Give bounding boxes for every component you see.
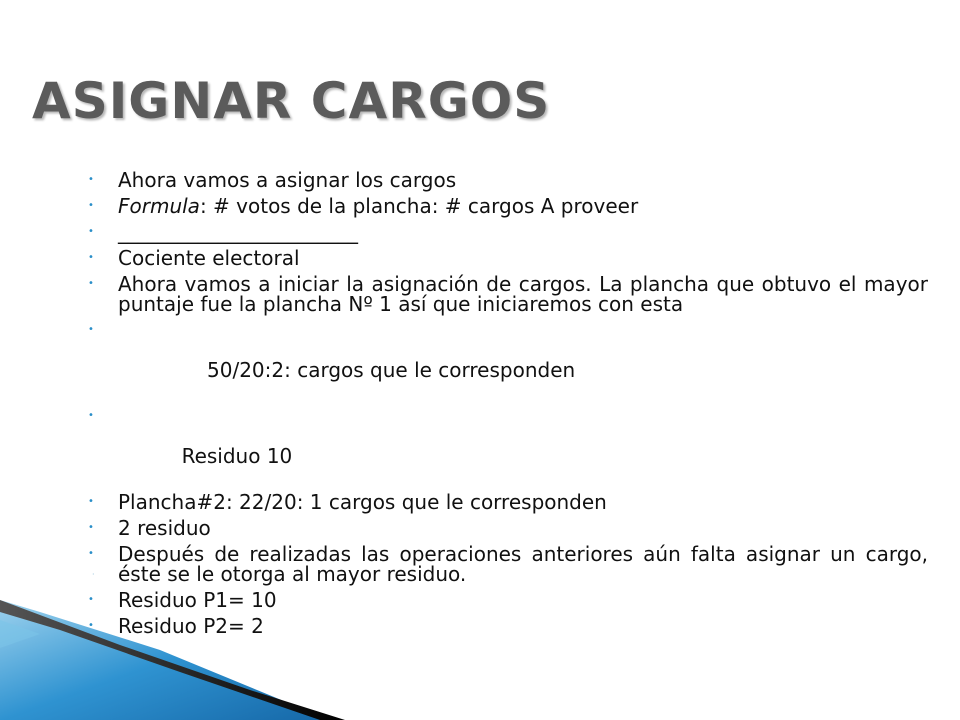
bullet-text: Residuo P2= 2: [118, 614, 264, 638]
bullet-item: [88, 274, 928, 314]
empty-bullet-mark: ·: [92, 570, 95, 579]
bullet-icon: •: [88, 174, 94, 185]
bullet-icon: •: [88, 226, 94, 237]
bullet-text: : # votos de la plancha: # cargos A proveer: [199, 194, 639, 218]
bullet-text: Ahora vamos a asignar los cargos: [118, 168, 457, 192]
bullet-text: Después de realizadas las operaciones anteriores aún falta asignar un cargo, éste se le otorga al mayor residuo.: [118, 542, 928, 586]
bullet-icon: •: [88, 522, 94, 533]
bullet-item: [88, 248, 928, 268]
bullet-item: [88, 222, 928, 242]
bullet-icon: •: [88, 410, 94, 421]
bullet-text: Residuo 10: [156, 444, 293, 468]
bullet-item: [88, 492, 928, 512]
bullet-item: [88, 616, 928, 636]
bullet-icon: •: [88, 278, 94, 289]
bullet-icon: •: [88, 252, 94, 263]
bullet-item: [88, 518, 928, 538]
bullet-text: Residuo P1= 10: [118, 588, 277, 612]
bullet-item: [88, 590, 928, 610]
formula-label: Formula: [118, 194, 200, 218]
slide-title: ASIGNAR CARGOS: [32, 72, 551, 130]
bullet-list: [88, 170, 928, 642]
bullet-icon: •: [88, 324, 94, 335]
bullet-item: [88, 406, 928, 486]
bullet-text: Plancha#2: 22/20: 1 cargos que le corresponden: [118, 490, 607, 514]
bullet-item: [88, 170, 928, 190]
bullet-icon: •: [88, 496, 94, 507]
bullet-text: Cociente electoral: [118, 246, 300, 270]
bullet-text: 2 residuo: [118, 516, 211, 540]
bullet-item: [88, 196, 928, 216]
bullet-text: Ahora vamos a iniciar la asignación de cargos. La plancha que obtuvo el mayor puntaje fue la plancha Nº 1 así que iniciaremos con esta: [118, 272, 928, 316]
bullet-icon: •: [88, 548, 94, 559]
bullet-item: [88, 544, 928, 584]
bullet-icon: •: [88, 620, 94, 631]
divider-line: ________________________: [118, 220, 358, 244]
bullet-text: 50/20:2: cargos que le corresponden: [156, 358, 576, 382]
bullet-icon: •: [88, 200, 94, 211]
bullet-item: [88, 320, 928, 400]
bullet-icon: •: [88, 594, 94, 605]
